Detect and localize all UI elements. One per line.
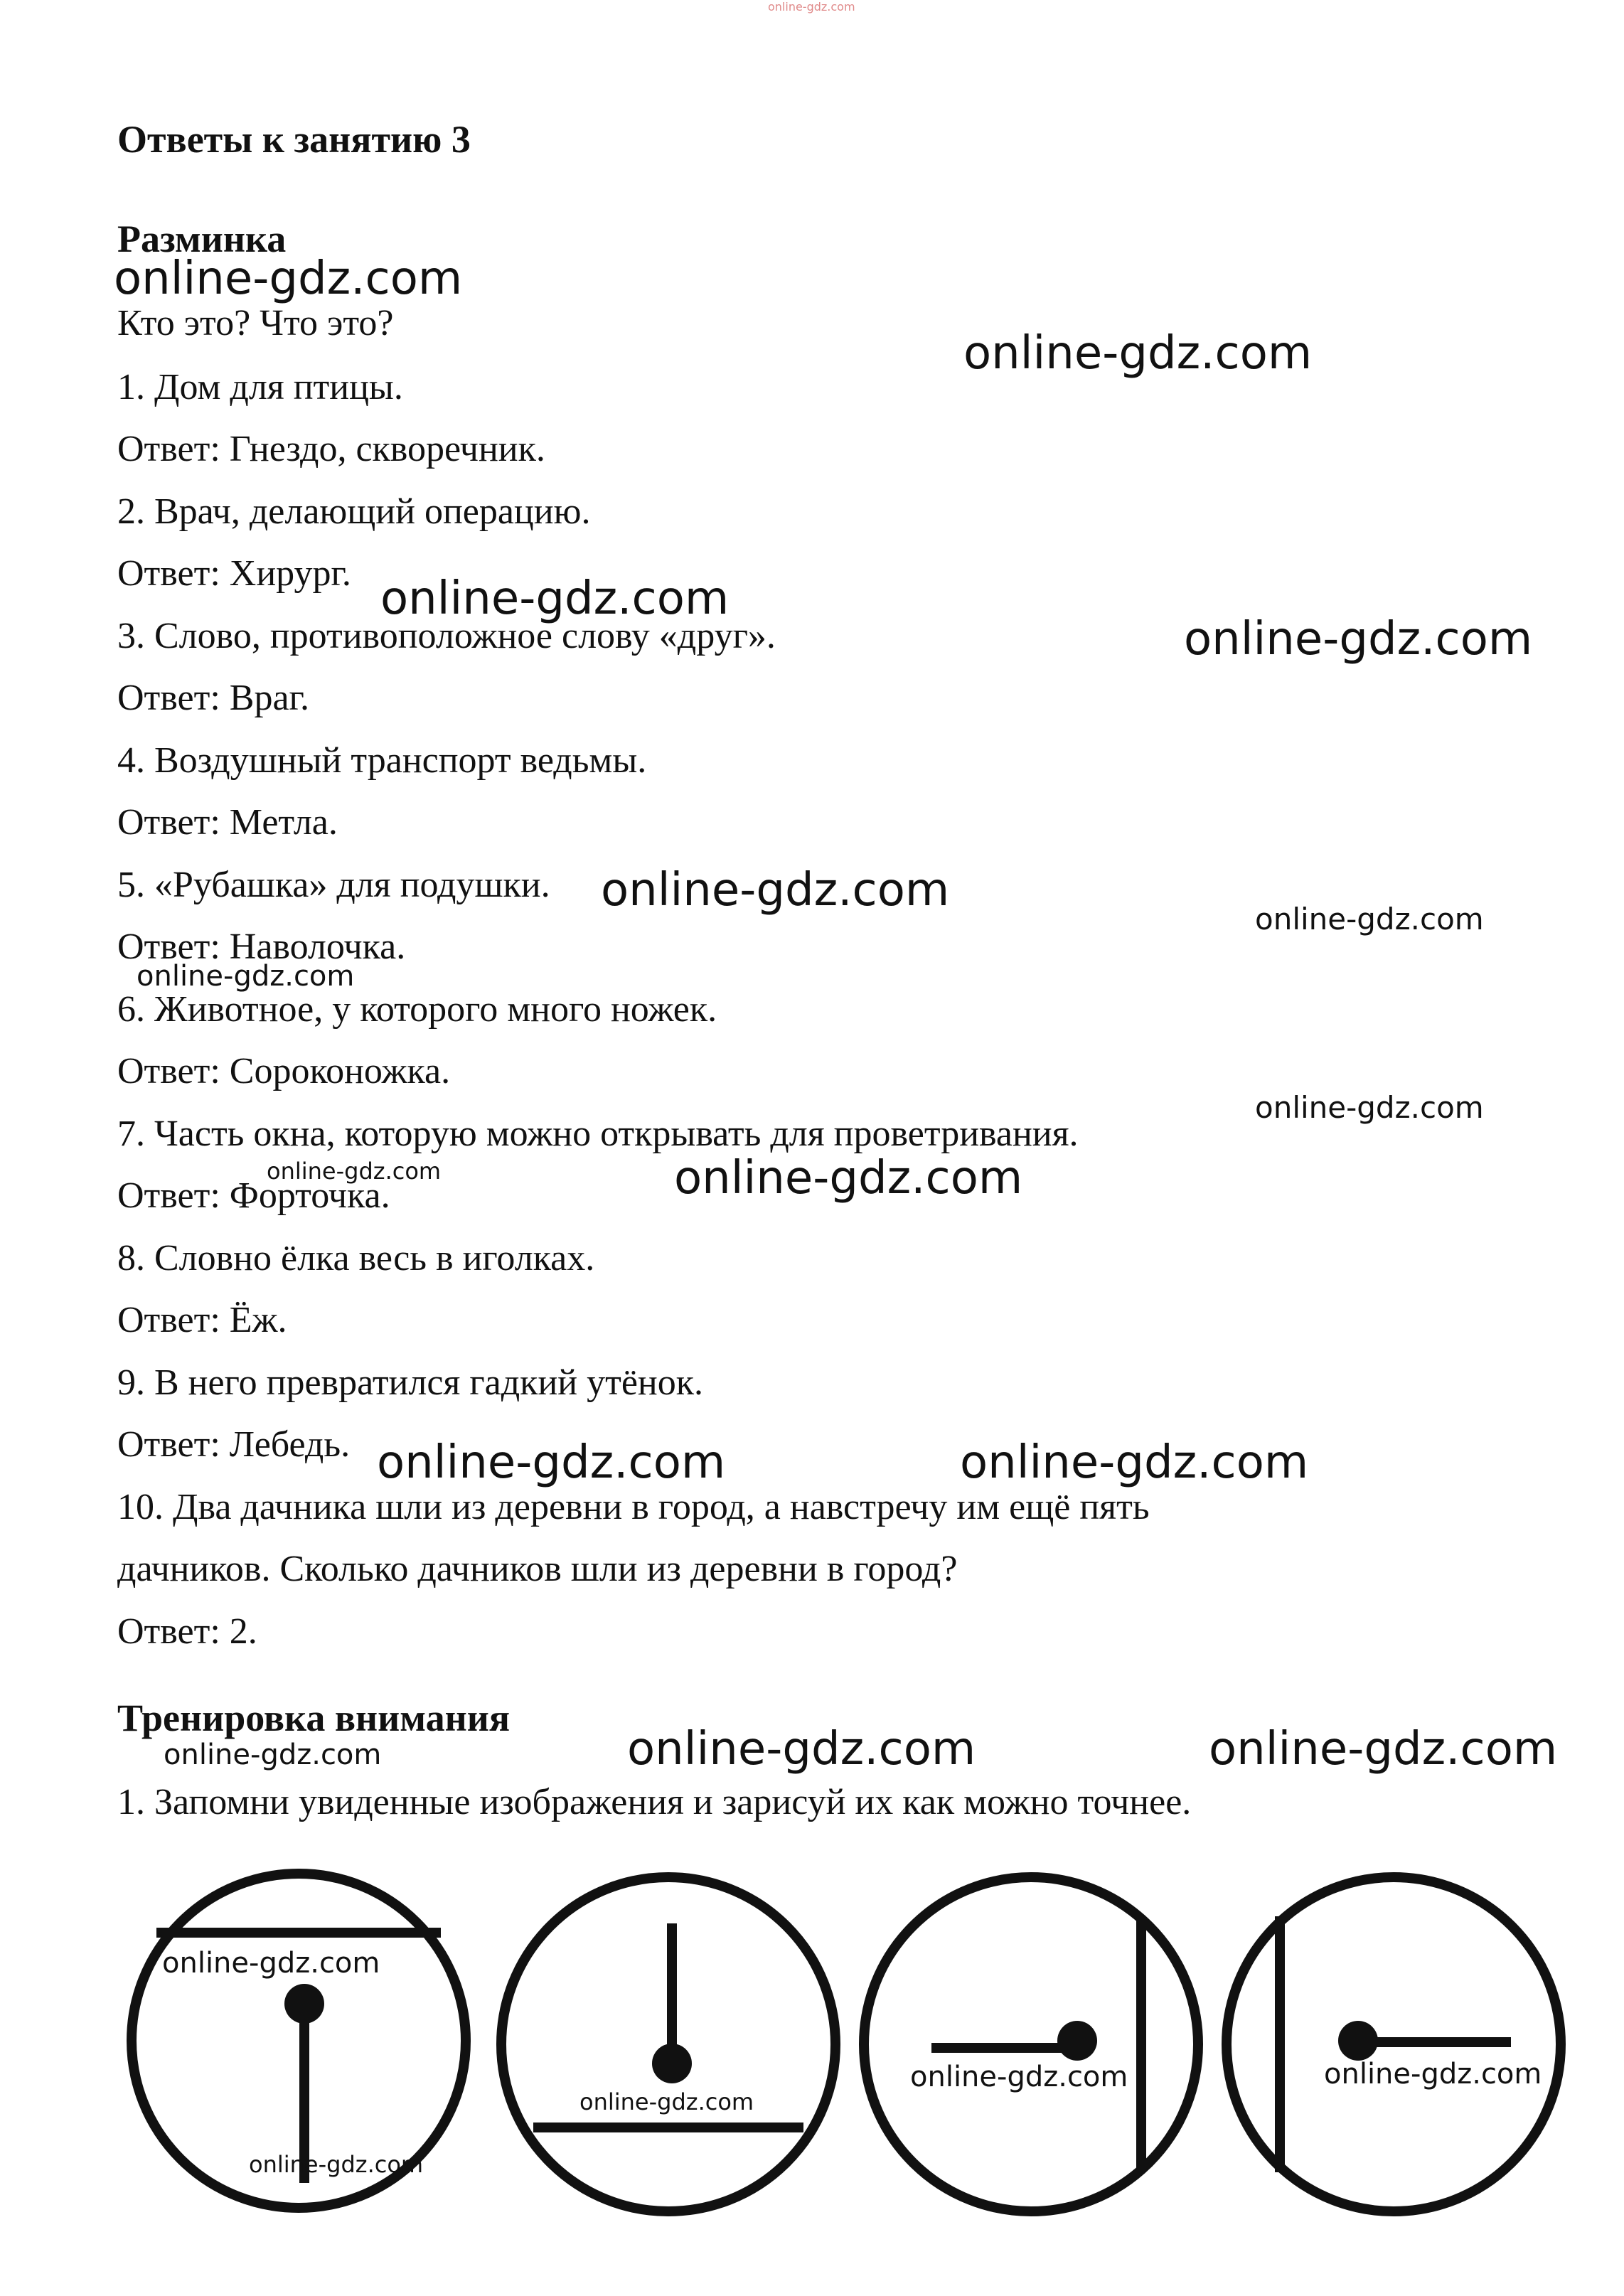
text-line: Ответ: 2. (117, 1611, 257, 1652)
watermark-text: online-gdz.com (249, 2151, 424, 2178)
section-heading-attention: Тренировка внимания (117, 1697, 511, 1739)
figure-3 (864, 1877, 1198, 2211)
watermark-text: online-gdz.com (164, 1739, 382, 1771)
text-line: Ответ: Метла. (117, 802, 338, 843)
text-line: 3. Слово, противоположное слову «друг». (117, 616, 776, 656)
text-line: дачников. Сколько дачников шли из деревни в город? (117, 1549, 958, 1589)
watermark-text: online-gdz.com (1255, 902, 1484, 936)
section-heading-warmup: Разминка (117, 218, 287, 260)
text-line: Ответ: Хирург. (117, 553, 351, 594)
watermark-text: online-gdz.com (114, 252, 463, 305)
top-watermark: online-gdz.com (768, 0, 855, 14)
watermark-text: online-gdz.com (674, 1152, 1023, 1205)
watermark-text: online-gdz.com (579, 2088, 754, 2115)
task-text: 1. Запомни увиденные изображения и зарисуй их как можно точнее. (117, 1782, 1192, 1822)
watermark-text: online-gdz.com (960, 1436, 1309, 1489)
text-line: 7. Часть окна, которую можно открывать для проветривания. (117, 1114, 1079, 1154)
text-line: Ответ: Лебедь. (117, 1424, 351, 1465)
watermark-text: online-gdz.com (267, 1158, 442, 1185)
watermark-text: online-gdz.com (963, 327, 1313, 380)
watermark-text: online-gdz.com (137, 960, 355, 993)
text-line: Ответ: Враг. (117, 678, 310, 718)
text-line: 4. Воздушный транспорт ведьмы. (117, 740, 647, 781)
text-line: 8. Словно ёлка весь в иголках. (117, 1238, 595, 1278)
watermark-text: online-gdz.com (910, 2061, 1128, 2093)
watermark-text: online-gdz.com (380, 572, 730, 625)
text-line: 10. Два дачника шли из деревни в город, а навстречу им ещё пять (117, 1487, 1150, 1527)
text-line: 2. Врач, делающий операцию. (117, 491, 591, 532)
watermark-text: online-gdz.com (1255, 1090, 1484, 1125)
figure-2 (501, 1877, 835, 2211)
text-line: Ответ: Ёж. (117, 1300, 287, 1340)
figure-4 (1227, 1877, 1561, 2211)
watermark-text: online-gdz.com (377, 1436, 726, 1489)
watermark-text: online-gdz.com (601, 864, 950, 917)
text-line: 5. «Рубашка» для подушки. (117, 865, 550, 905)
section-intro: Кто это? Что это? (117, 303, 394, 343)
text-line: 9. В него превратился гадкий утёнок. (117, 1362, 704, 1403)
watermark-text: online-gdz.com (627, 1723, 976, 1776)
text-line: Ответ: Гнездо, скворечник. (117, 429, 545, 469)
watermark-text: online-gdz.com (1184, 613, 1533, 666)
watermark-text: online-gdz.com (1324, 2058, 1542, 2091)
page-title: Ответы к занятию 3 (117, 118, 471, 161)
text-line: Ответ: Наволочка. (117, 927, 406, 967)
watermark-text: online-gdz.com (1209, 1723, 1558, 1776)
text-line: Ответ: Сороконожка. (117, 1051, 451, 1091)
text-line: 6. Животное, у которого много ножек. (117, 989, 717, 1030)
watermark-text: online-gdz.com (162, 1947, 380, 1980)
text-line: 1. Дом для птицы. (117, 367, 403, 407)
text-line: Ответ: Форточка. (117, 1175, 390, 1216)
